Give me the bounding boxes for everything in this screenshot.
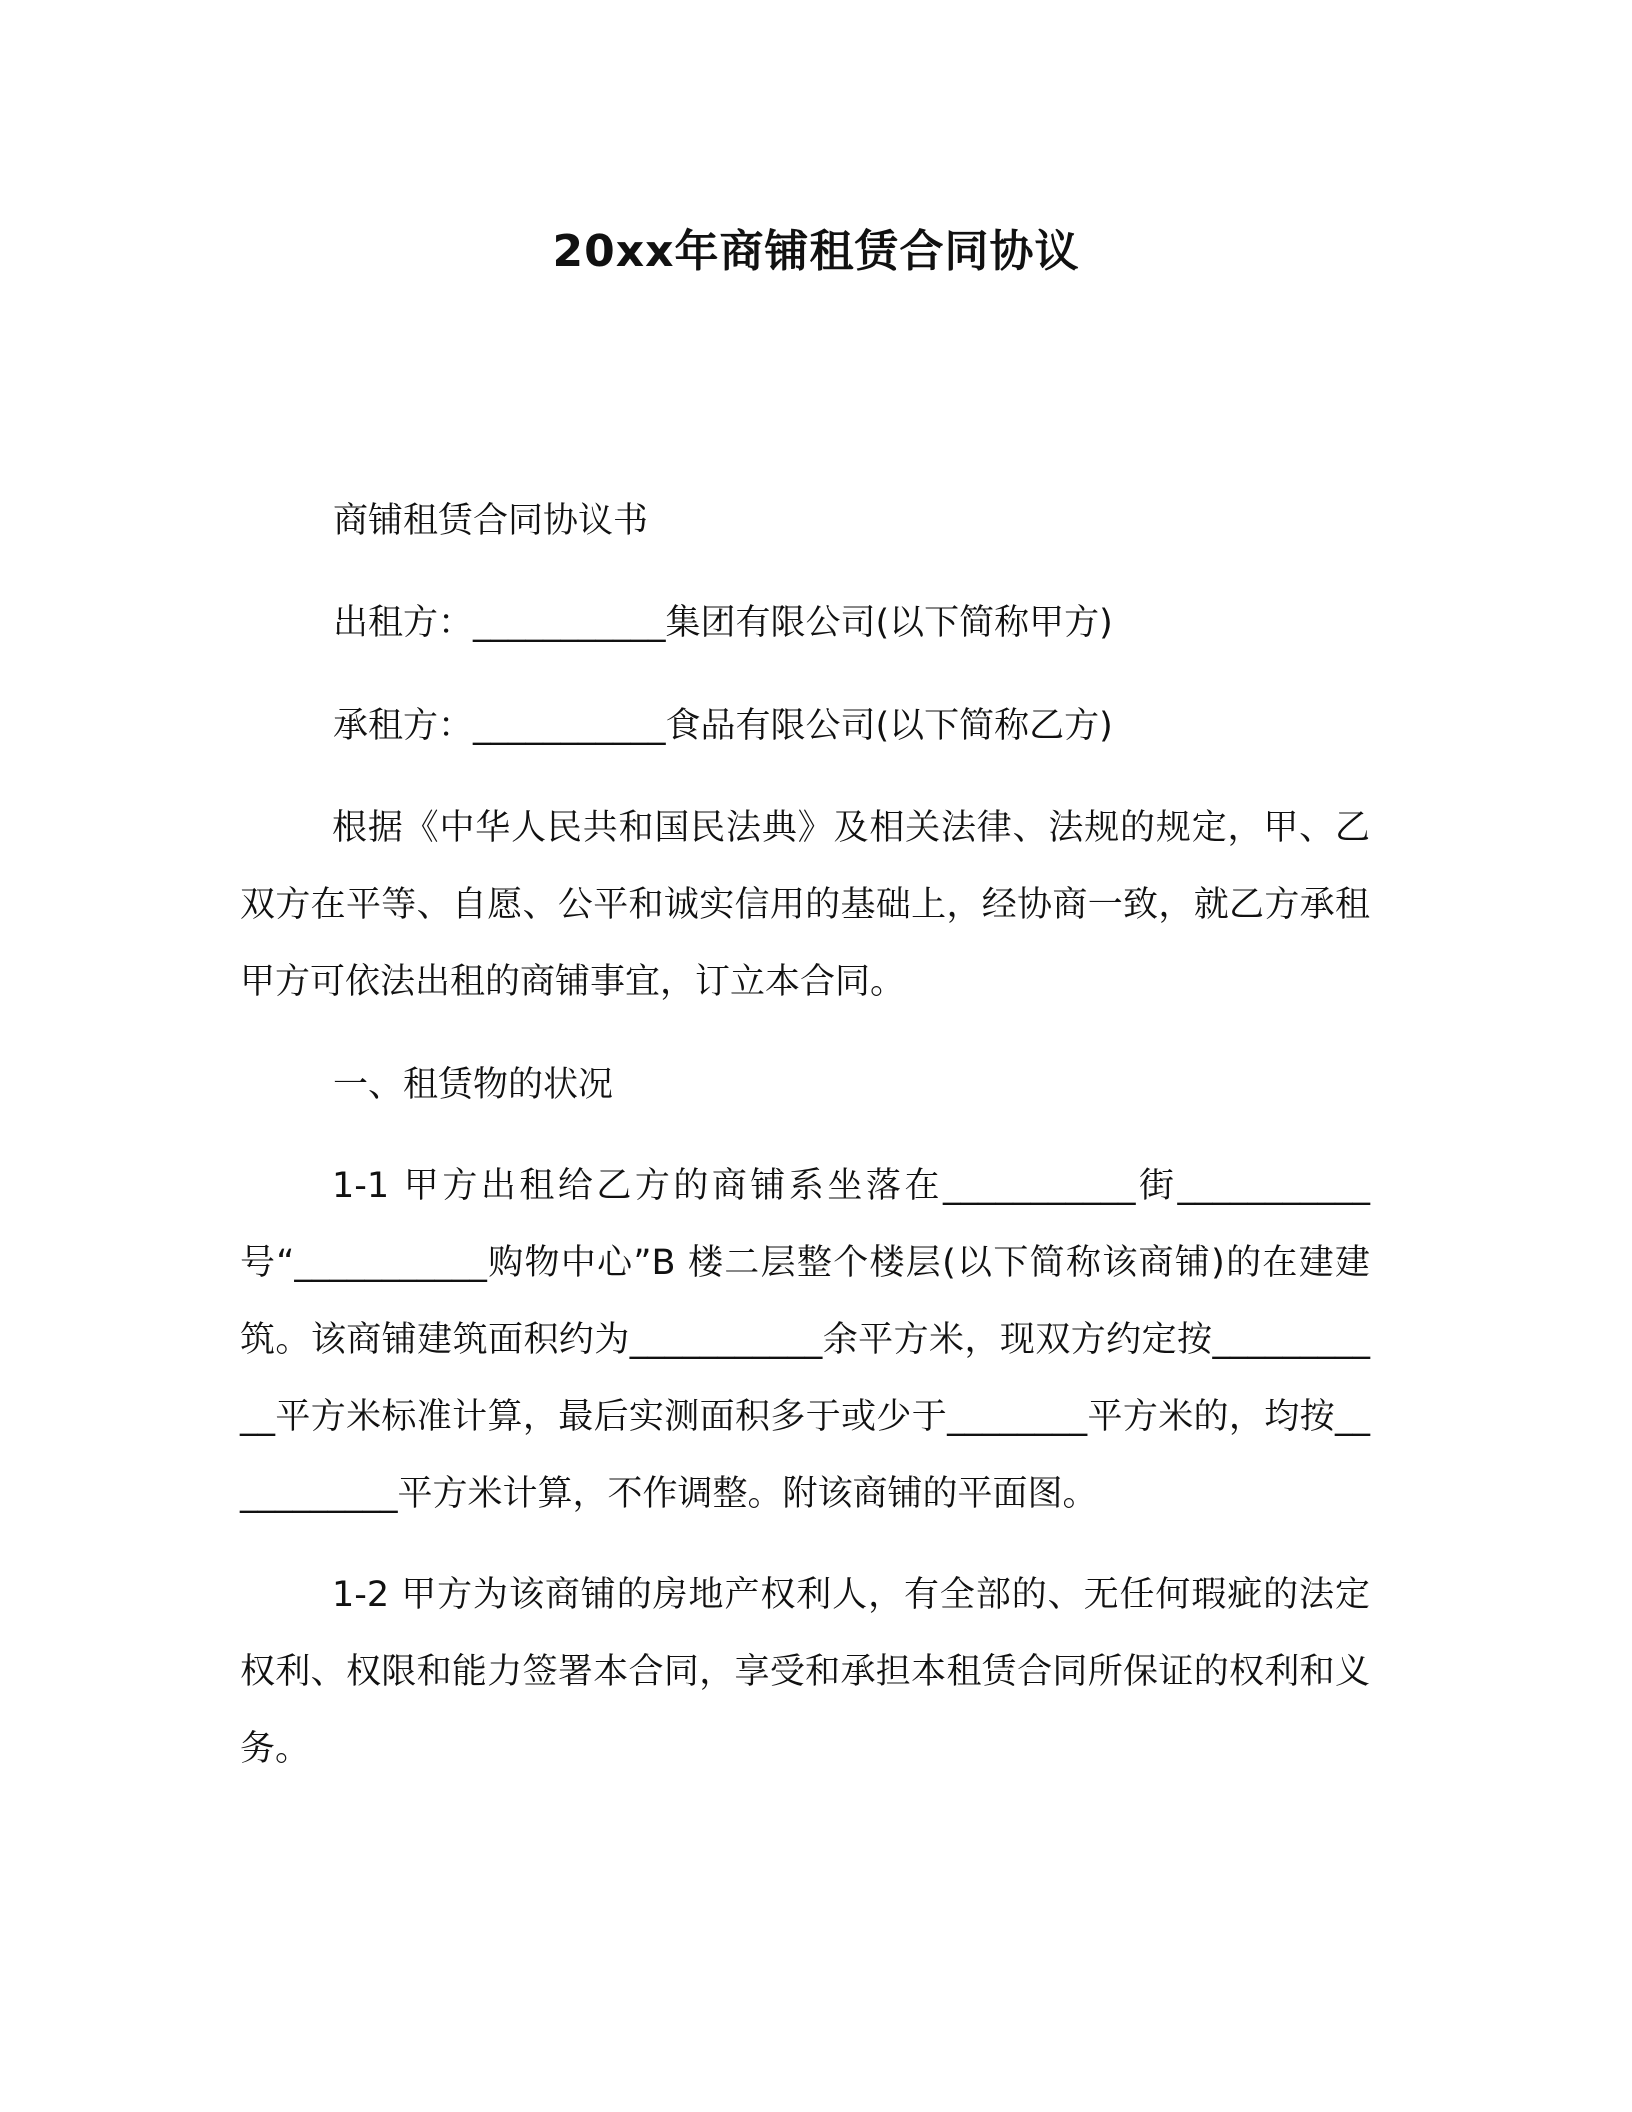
- clause-1-1: 1-1 甲方出租给乙方的商铺系坐落在___________街___________号“___________购物中心”B 楼二层整个楼层(以下简称该商铺)的在建建筑。该商铺建筑面积约为___________余平方米，现双方约定按___________平方米标准计算，最后实测面积多于或少于________平方米的，均按___________平方米计算，不作调整。附该商铺的平面图。: [240, 1166, 1370, 1514]
- lessor-line: 出租方：___________集团有限公司(以下简称甲方): [333, 603, 1113, 643]
- intro-paragraph: 根据《中华人民共和国民法典》及相关法律、法规的规定，甲、乙双方在平等、自愿、公平和诚实信用的基础上，经协商一致，就乙方承租甲方可依法出租的商铺事宜，订立本合同。: [240, 808, 1370, 1002]
- section-1-heading: 一、租赁物的状况: [333, 1065, 614, 1105]
- clause-1-2: 1-2 甲方为该商铺的房地产权利人，有全部的、无任何瑕疵的法定权利、权限和能力签署本合同，享受和承担本租赁合同所保证的权利和义务。: [240, 1575, 1370, 1769]
- document-title: 20xx年商铺租赁合同协议: [552, 226, 1080, 277]
- lessee-line: 承租方：___________食品有限公司(以下简称乙方): [333, 706, 1113, 746]
- agreement-heading: 商铺租赁合同协议书: [333, 501, 649, 541]
